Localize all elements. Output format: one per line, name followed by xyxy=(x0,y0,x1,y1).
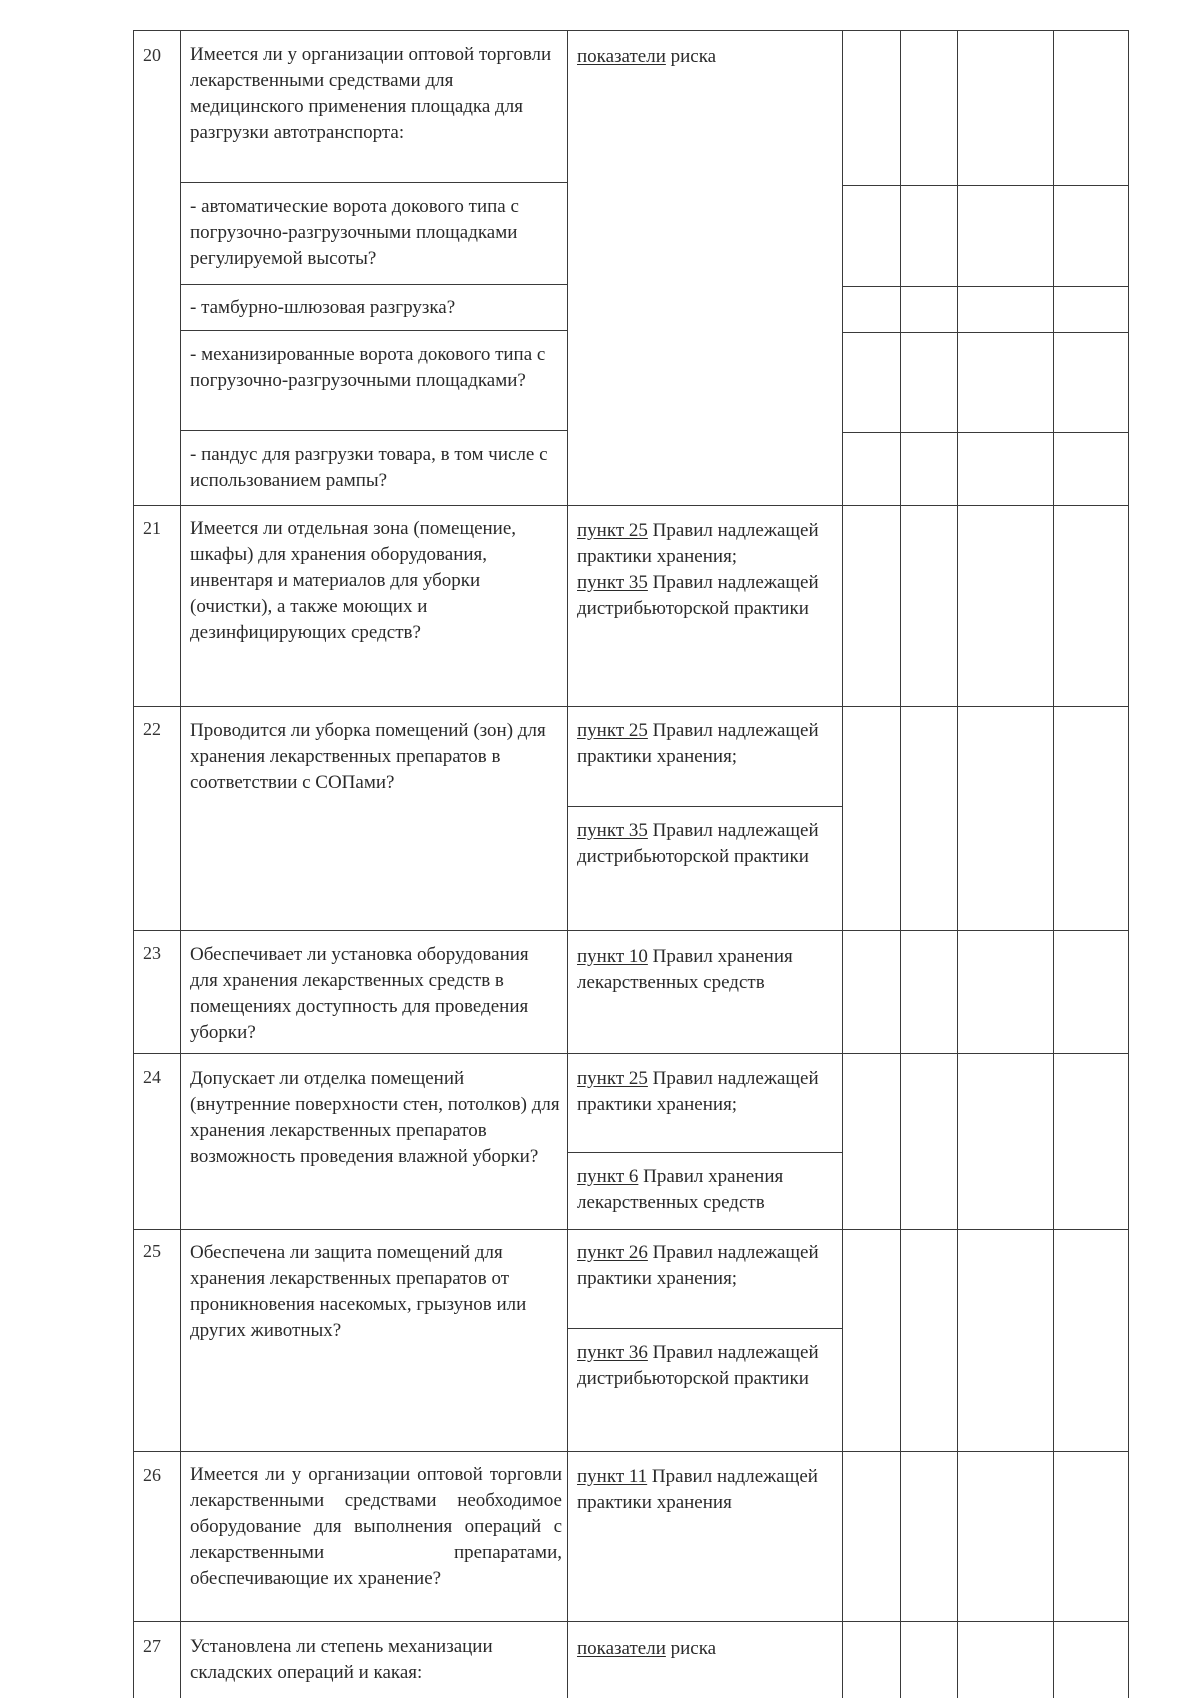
row-line-22-23 xyxy=(133,930,1129,931)
column-divider-reference xyxy=(567,30,568,1698)
reference-text xyxy=(577,1464,835,1516)
question-text: Имеется ли у организации оптовой торговли лекарственными средствами для медицинского применения площадка для разгрузки автотранспорта: xyxy=(190,44,552,143)
sub-item-text: - механизированные ворота докового типа с погрузочно-разгрузочными площадками? xyxy=(190,344,546,391)
subrow-line-20c xyxy=(180,330,568,331)
row-line-20-21 xyxy=(133,505,1129,506)
reference-rest: Правил надлежащей дистрибьюторской практики xyxy=(577,1342,819,1389)
row-number: 27 xyxy=(143,1636,161,1656)
row-number: 21 xyxy=(143,518,161,538)
reference-text xyxy=(577,1066,835,1118)
reference-text xyxy=(577,1240,835,1292)
row-line-26-27 xyxy=(133,1621,1129,1622)
question-text: Установлена ли степень механизации складских операций и какая: xyxy=(190,1636,493,1683)
row-line-23-24 xyxy=(133,1053,1129,1054)
row-number: 23 xyxy=(143,943,161,963)
reference-rest: Правил надлежащей практики хранения xyxy=(577,1466,818,1513)
reference-text xyxy=(577,944,839,996)
question-text: Обеспечивает ли установка оборудования для хранения лекарственных средств в помещениях доступность для проведения уборки? xyxy=(190,944,529,1043)
reference-rest: Правил хранения лекарственных средств xyxy=(577,946,793,993)
reference-link[interactable]: показатели xyxy=(577,46,666,67)
row-number: 20 xyxy=(143,45,161,65)
row-number: 22 xyxy=(143,719,161,739)
answer-line-20c xyxy=(842,332,1129,333)
table-border-left xyxy=(133,30,134,1698)
column-divider-answer-3 xyxy=(957,30,958,1698)
reference-rest: Правил надлежащей практики хранения; xyxy=(577,1068,819,1115)
reference-link[interactable]: пункт 35 xyxy=(577,820,648,841)
question-text: Имеется ли у организации оптовой торговли лекарственными средствами необходимое оборудование для выполнения операций с лекарственными препаратами, обеспечивающие их хранение? xyxy=(190,1464,562,1589)
reference-rest: риска xyxy=(665,46,717,67)
question-text: Обеспечена ли защита помещений для хранения лекарственных препаратов от проникновения насекомых, грызунов или других животных? xyxy=(190,1242,527,1341)
sub-item-text: - тамбурно-шлюзовая разгрузка? xyxy=(190,297,456,318)
reference-link[interactable]: пункт 25 xyxy=(577,1068,648,1089)
reference-rest: Правил надлежащей дистрибьюторской практики xyxy=(577,820,819,867)
reference-rest: Правил хранения лекарственных средств xyxy=(577,1166,784,1213)
ref-line-22 xyxy=(567,806,843,807)
table-border-right xyxy=(1128,30,1129,1698)
row-number: 24 xyxy=(143,1067,161,1087)
reference-text xyxy=(577,818,835,870)
row-line-21-22 xyxy=(133,706,1129,707)
column-divider-answer-2 xyxy=(900,30,901,1698)
row-number: 25 xyxy=(143,1241,161,1261)
reference-rest: Правил надлежащей практики хранения; xyxy=(577,1242,819,1289)
column-divider-answer-1 xyxy=(842,30,843,1698)
reference-text xyxy=(577,1164,839,1216)
reference-link[interactable]: пункт 6 xyxy=(577,1166,639,1187)
reference-text xyxy=(577,1340,835,1392)
reference-text xyxy=(577,718,835,770)
ref-line-24 xyxy=(567,1152,843,1153)
reference-text xyxy=(577,1636,835,1662)
reference-link[interactable]: пункт 26 xyxy=(577,1242,648,1263)
answer-line-20d xyxy=(842,432,1129,433)
reference-link[interactable]: пункт 11 xyxy=(577,1466,648,1487)
reference-rest: Правил надлежащей практики хранения; xyxy=(577,720,819,767)
answer-line-20a xyxy=(842,185,1129,186)
column-divider-question xyxy=(180,30,181,1698)
question-text: Проводится ли уборка помещений (зон) для хранения лекарственных препаратов в соответствии с СОПами? xyxy=(190,720,546,793)
question-text: Имеется ли отдельная зона (помещение, шкафы) для хранения оборудования, инвентаря и материалов для уборки (очистки), а также моющих и дезинфицирующих средств? xyxy=(190,518,517,643)
answer-line-20b xyxy=(842,286,1129,287)
column-divider-answer-4 xyxy=(1053,30,1054,1698)
reference-rest: риска xyxy=(665,1638,717,1659)
sub-item-text: - автоматические ворота докового типа с погрузочно-разгрузочными площадками регулируемой высоты? xyxy=(190,196,519,269)
reference-link[interactable]: пункт 25 xyxy=(577,720,648,741)
reference-link[interactable]: пункт 10 xyxy=(577,946,648,967)
reference-text xyxy=(577,518,835,622)
row-number: 26 xyxy=(143,1465,161,1485)
reference-link[interactable]: пункт 25 xyxy=(577,520,648,541)
reference-rest: Правил надлежащей дистрибьюторской практики xyxy=(577,572,819,619)
subrow-line-20b xyxy=(180,284,568,285)
row-line-top xyxy=(133,30,1129,31)
ref-line-25 xyxy=(567,1328,843,1329)
reference-text xyxy=(577,44,835,70)
row-line-24-25 xyxy=(133,1229,1129,1230)
subrow-line-20d xyxy=(180,430,568,431)
subrow-line-20a xyxy=(180,182,568,183)
question-text: Допускает ли отделка помещений (внутренние поверхности стен, потолков) для хранения лекарственных препаратов возможность проведения влажной уборки? xyxy=(190,1068,560,1167)
reference-link[interactable]: пункт 35 xyxy=(577,572,648,593)
reference-link[interactable]: показатели xyxy=(577,1638,666,1659)
sub-item-text: - пандус для разгрузки товара, в том числе с использованием рампы? xyxy=(190,444,548,491)
reference-link[interactable]: пункт 36 xyxy=(577,1342,648,1363)
reference-rest: Правил надлежащей практики хранения; xyxy=(577,520,819,567)
row-line-25-26 xyxy=(133,1451,1129,1452)
